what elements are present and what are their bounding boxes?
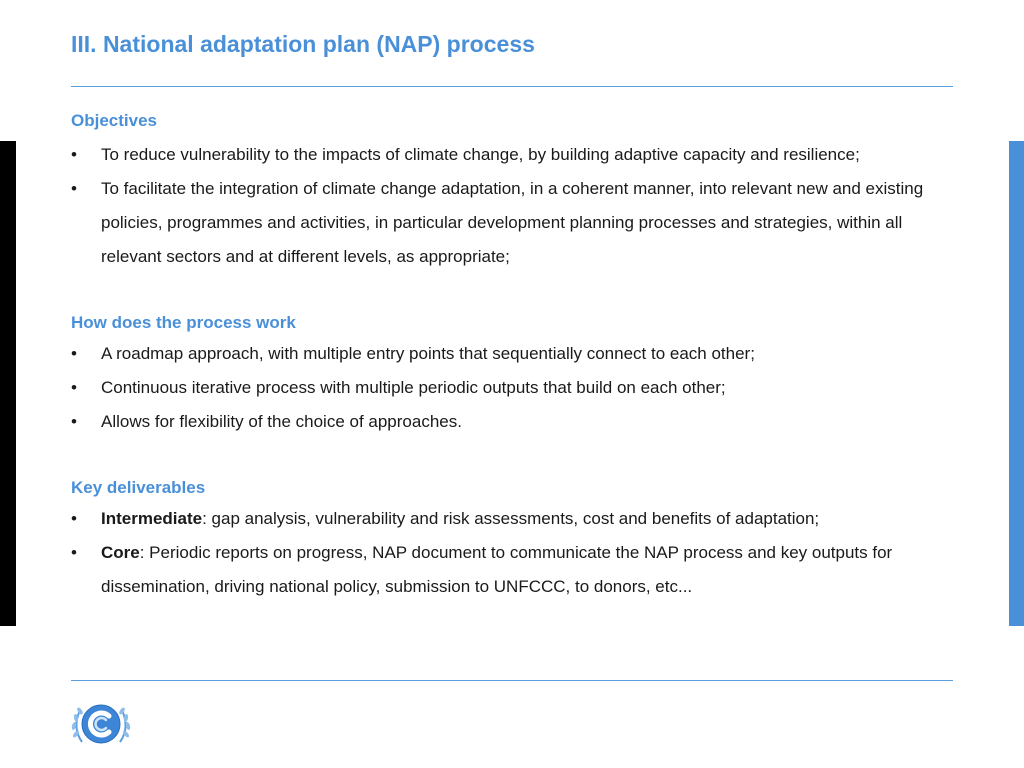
deliverable-bullet — [71, 536, 961, 604]
process-bullet — [71, 337, 961, 371]
right-edge-bar — [1009, 141, 1024, 626]
process-bullet — [71, 371, 961, 405]
objectives-heading: Objectives — [71, 111, 157, 130]
top-divider — [71, 86, 953, 87]
bullet-dot: • — [71, 344, 77, 363]
left-edge-bar — [0, 141, 16, 626]
deliverable-text: : Periodic reports on progress, NAP document to communicate the NAP process and key outputs for dissemination, driving national policy, submission to UNFCCC, to donors, etc... — [101, 543, 893, 596]
process-text: A roadmap approach, with multiple entry points that sequentially connect to each other; — [101, 344, 755, 363]
process-text: Allows for flexibility of the choice of approaches. — [101, 412, 462, 431]
slide-content — [71, 106, 961, 604]
deliverables-heading: Key deliverables — [71, 478, 206, 497]
deliverable-bullet — [71, 502, 961, 536]
objective-bullet — [71, 172, 961, 274]
unfccc-logo-icon — [68, 698, 134, 752]
bullet-dot: • — [71, 145, 77, 164]
bullet-dot: • — [71, 378, 77, 397]
bullet-dot: • — [71, 412, 77, 431]
slide-title: III. National adaptation plan (NAP) process — [71, 31, 535, 57]
bottom-divider — [71, 680, 953, 681]
objective-text: To facilitate the integration of climate change adaptation, in a coherent manner, into relevant new and existing policies, programmes and activities, in particular development planning processes and strategies, within all relevant sectors and at different levels, as appropriate; — [101, 179, 924, 266]
objective-bullet — [71, 138, 961, 172]
process-bullet — [71, 405, 961, 439]
deliverable-term: Core — [101, 543, 140, 562]
process-text: Continuous iterative process with multiple periodic outputs that build on each other; — [101, 378, 726, 397]
objective-text: To reduce vulnerability to the impacts of climate change, by building adaptive capacity and resilience; — [101, 145, 860, 164]
bullet-dot: • — [71, 543, 77, 562]
deliverable-text: : gap analysis, vulnerability and risk assessments, cost and benefits of adaptation; — [202, 509, 820, 528]
bullet-dot: • — [71, 509, 77, 528]
process-heading: How does the process work — [71, 313, 296, 332]
deliverable-term: Intermediate — [101, 509, 203, 528]
bullet-dot: • — [71, 179, 77, 198]
